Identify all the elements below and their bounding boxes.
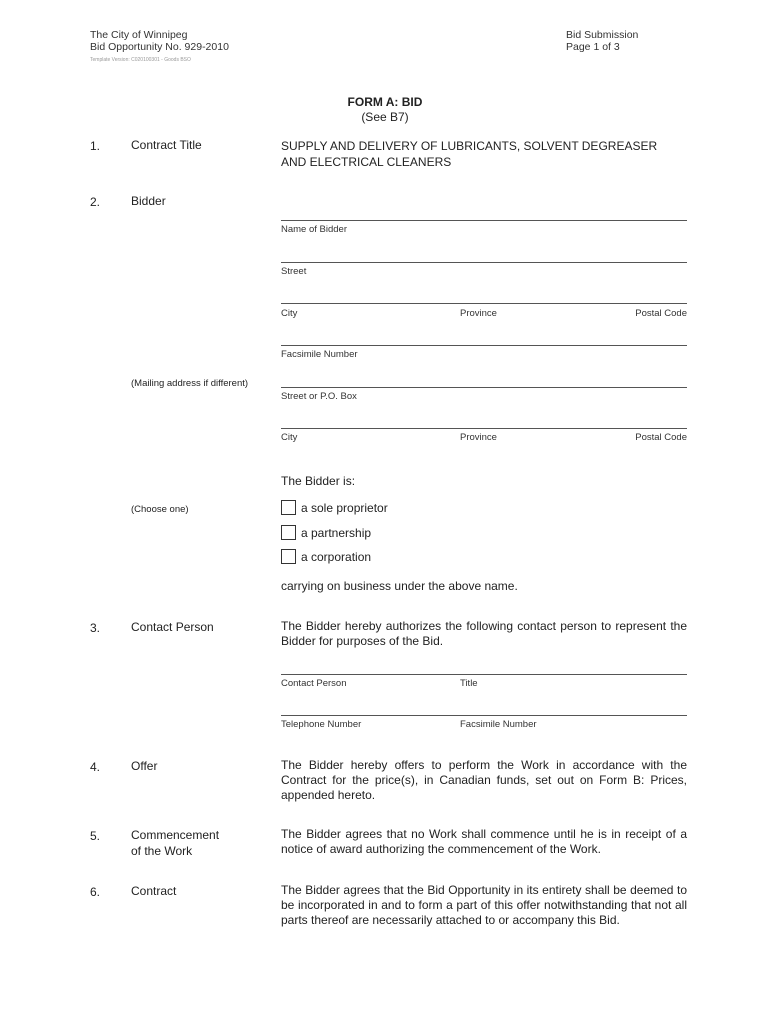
section-5-label [131, 827, 219, 859]
header-right [566, 29, 638, 53]
province-caption: Province [460, 308, 497, 319]
section-2-number: 2. [90, 195, 101, 209]
form-subtitle: (See B7) [361, 110, 409, 124]
template-note: Template Version: C020100301 - Goods BSO [90, 57, 191, 63]
header-left [90, 29, 229, 53]
section-1-label: Contract Title [131, 138, 202, 152]
contact-facsimile-caption: Facsimile Number [460, 719, 537, 730]
telephone-caption: Telephone Number [281, 719, 362, 730]
section-1-number: 1. [90, 139, 101, 153]
phone-fax-field[interactable] [281, 715, 687, 716]
section-2-label: Bidder [131, 194, 166, 208]
form-title: FORM A: BID [347, 95, 423, 109]
mailing-street-field[interactable] [281, 387, 687, 388]
contract-title-line-2: AND ELECTRICAL CLEANERS [281, 155, 452, 169]
section-6-label: Contract [131, 884, 177, 898]
section-3-number: 3. [90, 621, 101, 635]
title-caption: Title [460, 678, 478, 689]
commencement-text: The Bidder agrees that no Work shall commence until he is in receipt of a notice of award authorizing the commencement of the Work. [281, 827, 687, 856]
section-5-label-line-1: Commencement [131, 828, 220, 842]
sole-proprietor-label: a sole proprietor [301, 501, 388, 515]
contract-text: The Bidder agrees that the Bid Opportunity in its entirety shall be deemed to be incorporated in and to form a part of this offer notwithstanding that not all parts thereof are necessarily attached to or accompany this Bid. [281, 883, 687, 927]
contact-person-caption: Contact Person [281, 678, 347, 689]
mailing-postal-code-caption: Postal Code [635, 432, 687, 443]
sole-proprietor-checkbox[interactable] [281, 500, 296, 515]
facsimile-field[interactable] [281, 345, 687, 346]
section-6-number: 6. [90, 885, 101, 899]
header-page: Page 1 of 3 [566, 41, 620, 53]
contact-person-text: The Bidder hereby authorizes the following contact person to represent the Bidder for purposes of the Bid. [281, 619, 687, 648]
contact-title-field[interactable] [281, 674, 687, 675]
carrying-on-business-text: carrying on business under the above name. [281, 579, 518, 593]
postal-code-caption: Postal Code [635, 308, 687, 319]
mailing-street-caption: Street or P.O. Box [281, 391, 357, 402]
contract-title-text [281, 138, 687, 170]
section-5-label-line-2: of the Work [131, 844, 193, 858]
header-city: The City of Winnipeg [90, 29, 188, 41]
choose-one-label: (Choose one) [131, 504, 189, 515]
bidder-name-caption: Name of Bidder [281, 224, 348, 235]
header-submission: Bid Submission [566, 29, 639, 41]
city-province-postal-field[interactable] [281, 303, 687, 304]
bidder-is-label: The Bidder is: [281, 474, 356, 488]
mailing-address-label: (Mailing address if different) [131, 378, 249, 389]
corporation-label: a corporation [301, 550, 372, 564]
offer-text: The Bidder hereby offers to perform the Work in accordance with the Contract for the price(s), in Canadian funds, set out on Form B: Prices, appended hereto. [281, 758, 687, 802]
street-field[interactable] [281, 262, 687, 263]
bidder-name-field[interactable] [281, 220, 687, 221]
section-4-label: Offer [131, 759, 158, 773]
mailing-city-caption: City [281, 432, 298, 443]
contract-title-line-1: SUPPLY AND DELIVERY OF LUBRICANTS, SOLVENT DEGREASER [281, 139, 658, 153]
facsimile-caption: Facsimile Number [281, 349, 358, 360]
section-5-number: 5. [90, 829, 101, 843]
section-3-label: Contact Person [131, 620, 214, 634]
mailing-city-province-postal-field[interactable] [281, 428, 687, 429]
partnership-label: a partnership [301, 526, 372, 540]
street-caption: Street [281, 266, 307, 277]
partnership-checkbox[interactable] [281, 525, 296, 540]
header-bid-number: Bid Opportunity No. 929-2010 [90, 41, 229, 53]
city-caption: City [281, 308, 298, 319]
section-4-number: 4. [90, 760, 101, 774]
mailing-province-caption: Province [460, 432, 497, 443]
corporation-checkbox[interactable] [281, 549, 296, 564]
